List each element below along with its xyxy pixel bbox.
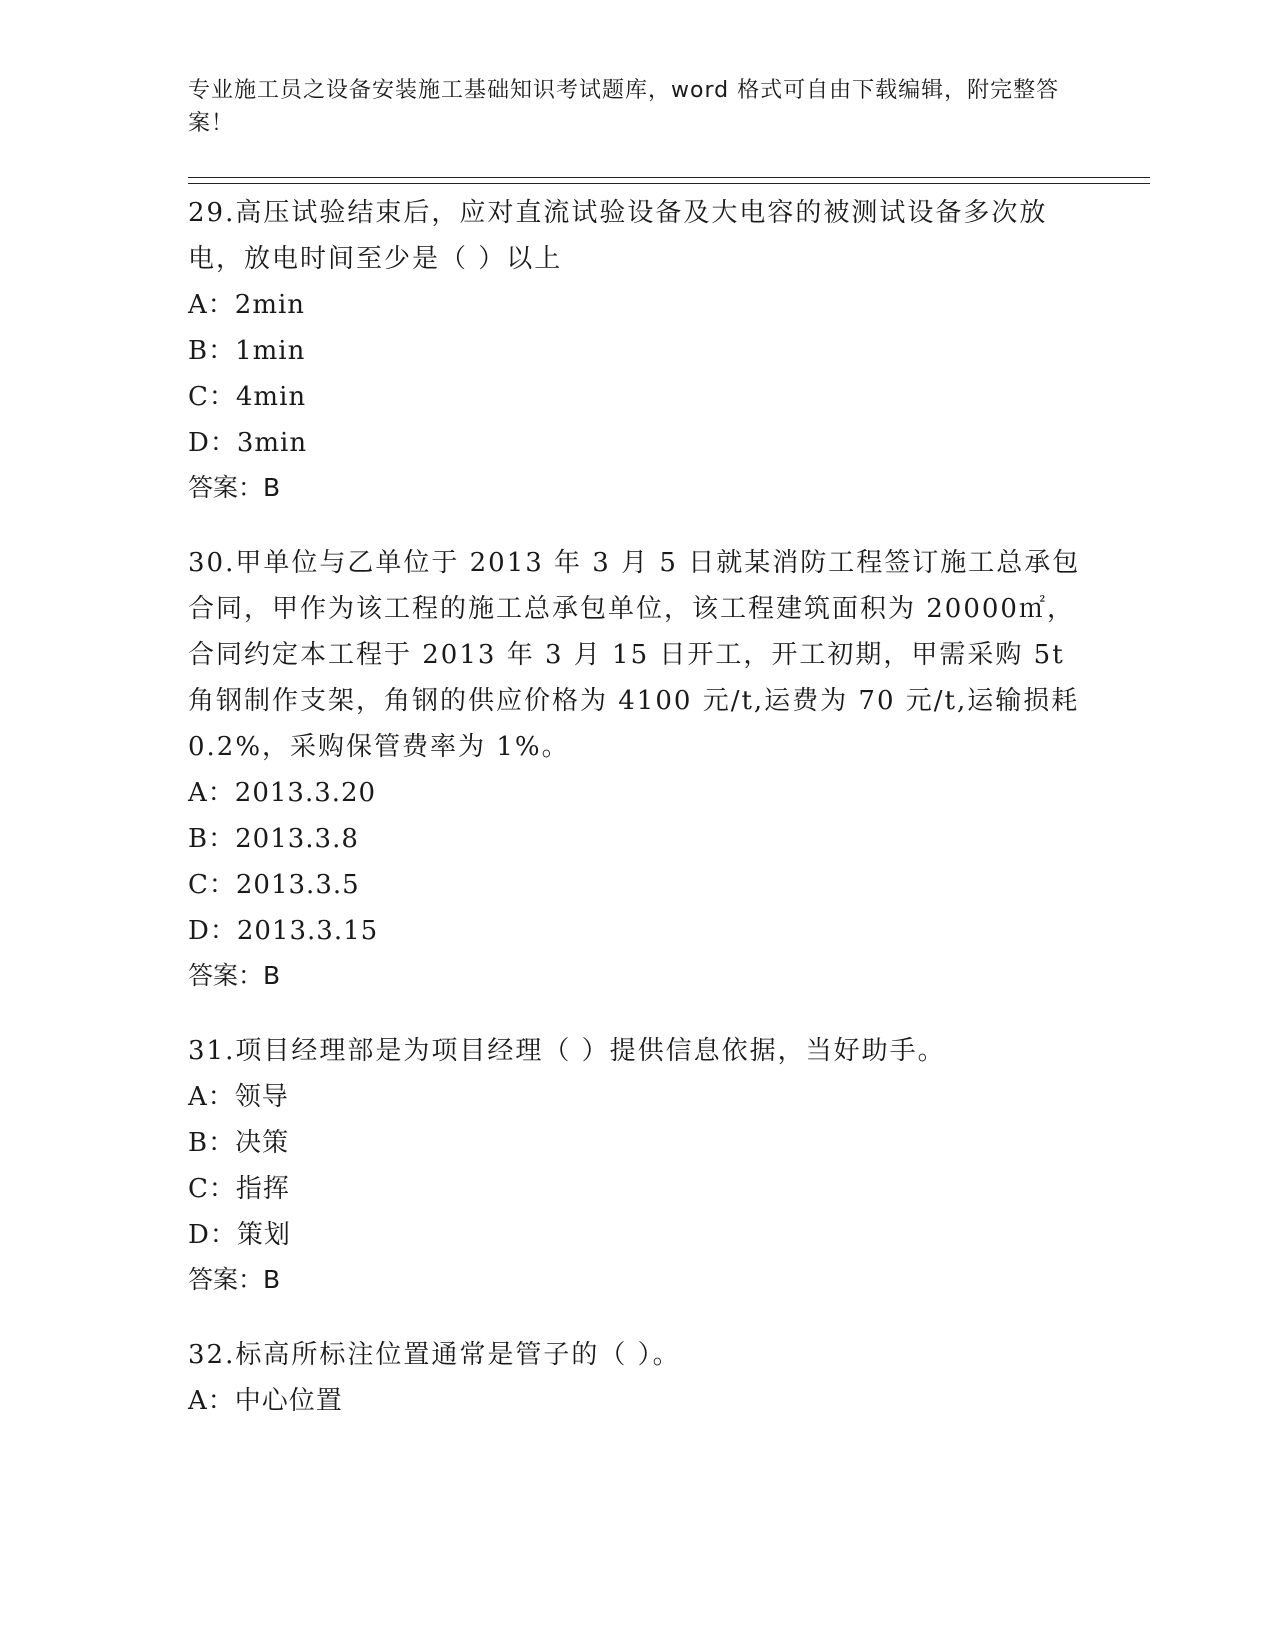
answer: 答案：B <box>188 961 281 990</box>
option-a: A：2min <box>188 290 306 320</box>
question-stem: 29.高压试验结束后，应对直流试验设备及大电容的被测试设备多次放电，放电时间至少是（ ）以上 <box>188 198 1048 274</box>
answer: 答案：B <box>188 473 281 502</box>
question-32 <box>188 1332 1088 1424</box>
option-b: B：决策 <box>188 1128 290 1158</box>
question-stem: 31.项目经理部是为项目经理（ ）提供信息依据，当好助手。 <box>188 1036 946 1066</box>
option-c: C：指挥 <box>188 1174 290 1204</box>
option-a: A：领导 <box>188 1082 289 1112</box>
option-c: C：2013.3.5 <box>188 870 360 900</box>
option-d: D：2013.3.15 <box>188 916 379 946</box>
header-intro: 专业施工员之设备安装施工基础知识考试题库，word 格式可自由下载编辑，附完整答案！ <box>188 78 1060 136</box>
question-29 <box>188 190 1088 510</box>
option-a: A：2013.3.20 <box>188 778 377 808</box>
question-stem: 30.甲单位与乙单位于 2013 年 3 月 5 日就某消防工程签订施工总承包合同，甲作为该工程的施工总承包单位，该工程建筑面积为 20000㎡，合同约定本工程于 2013 年 3 月 15 日开工，开工初期，甲需采购 5t 角钢制作支架，角钢的供应价格为 4100 元/t,运费为 70 元/t,运输损耗 0.2%，采购保管费率为 1%。 <box>188 548 1081 762</box>
question-30 <box>188 540 1088 998</box>
header-divider-bottom <box>188 183 1150 184</box>
header-divider-top <box>188 177 1150 178</box>
question-list <box>188 190 1088 1454</box>
option-d: D：策划 <box>188 1220 291 1250</box>
option-b: B：2013.3.8 <box>188 824 359 854</box>
question-31 <box>188 1028 1088 1302</box>
option-a: A：中心位置 <box>188 1386 343 1416</box>
option-c: C：4min <box>188 382 307 412</box>
question-stem: 32.标高所标注位置通常是管子的（ ）。 <box>188 1340 681 1370</box>
option-d: D：3min <box>188 428 308 458</box>
option-b: B：1min <box>188 336 306 366</box>
answer: 答案：B <box>188 1265 281 1294</box>
